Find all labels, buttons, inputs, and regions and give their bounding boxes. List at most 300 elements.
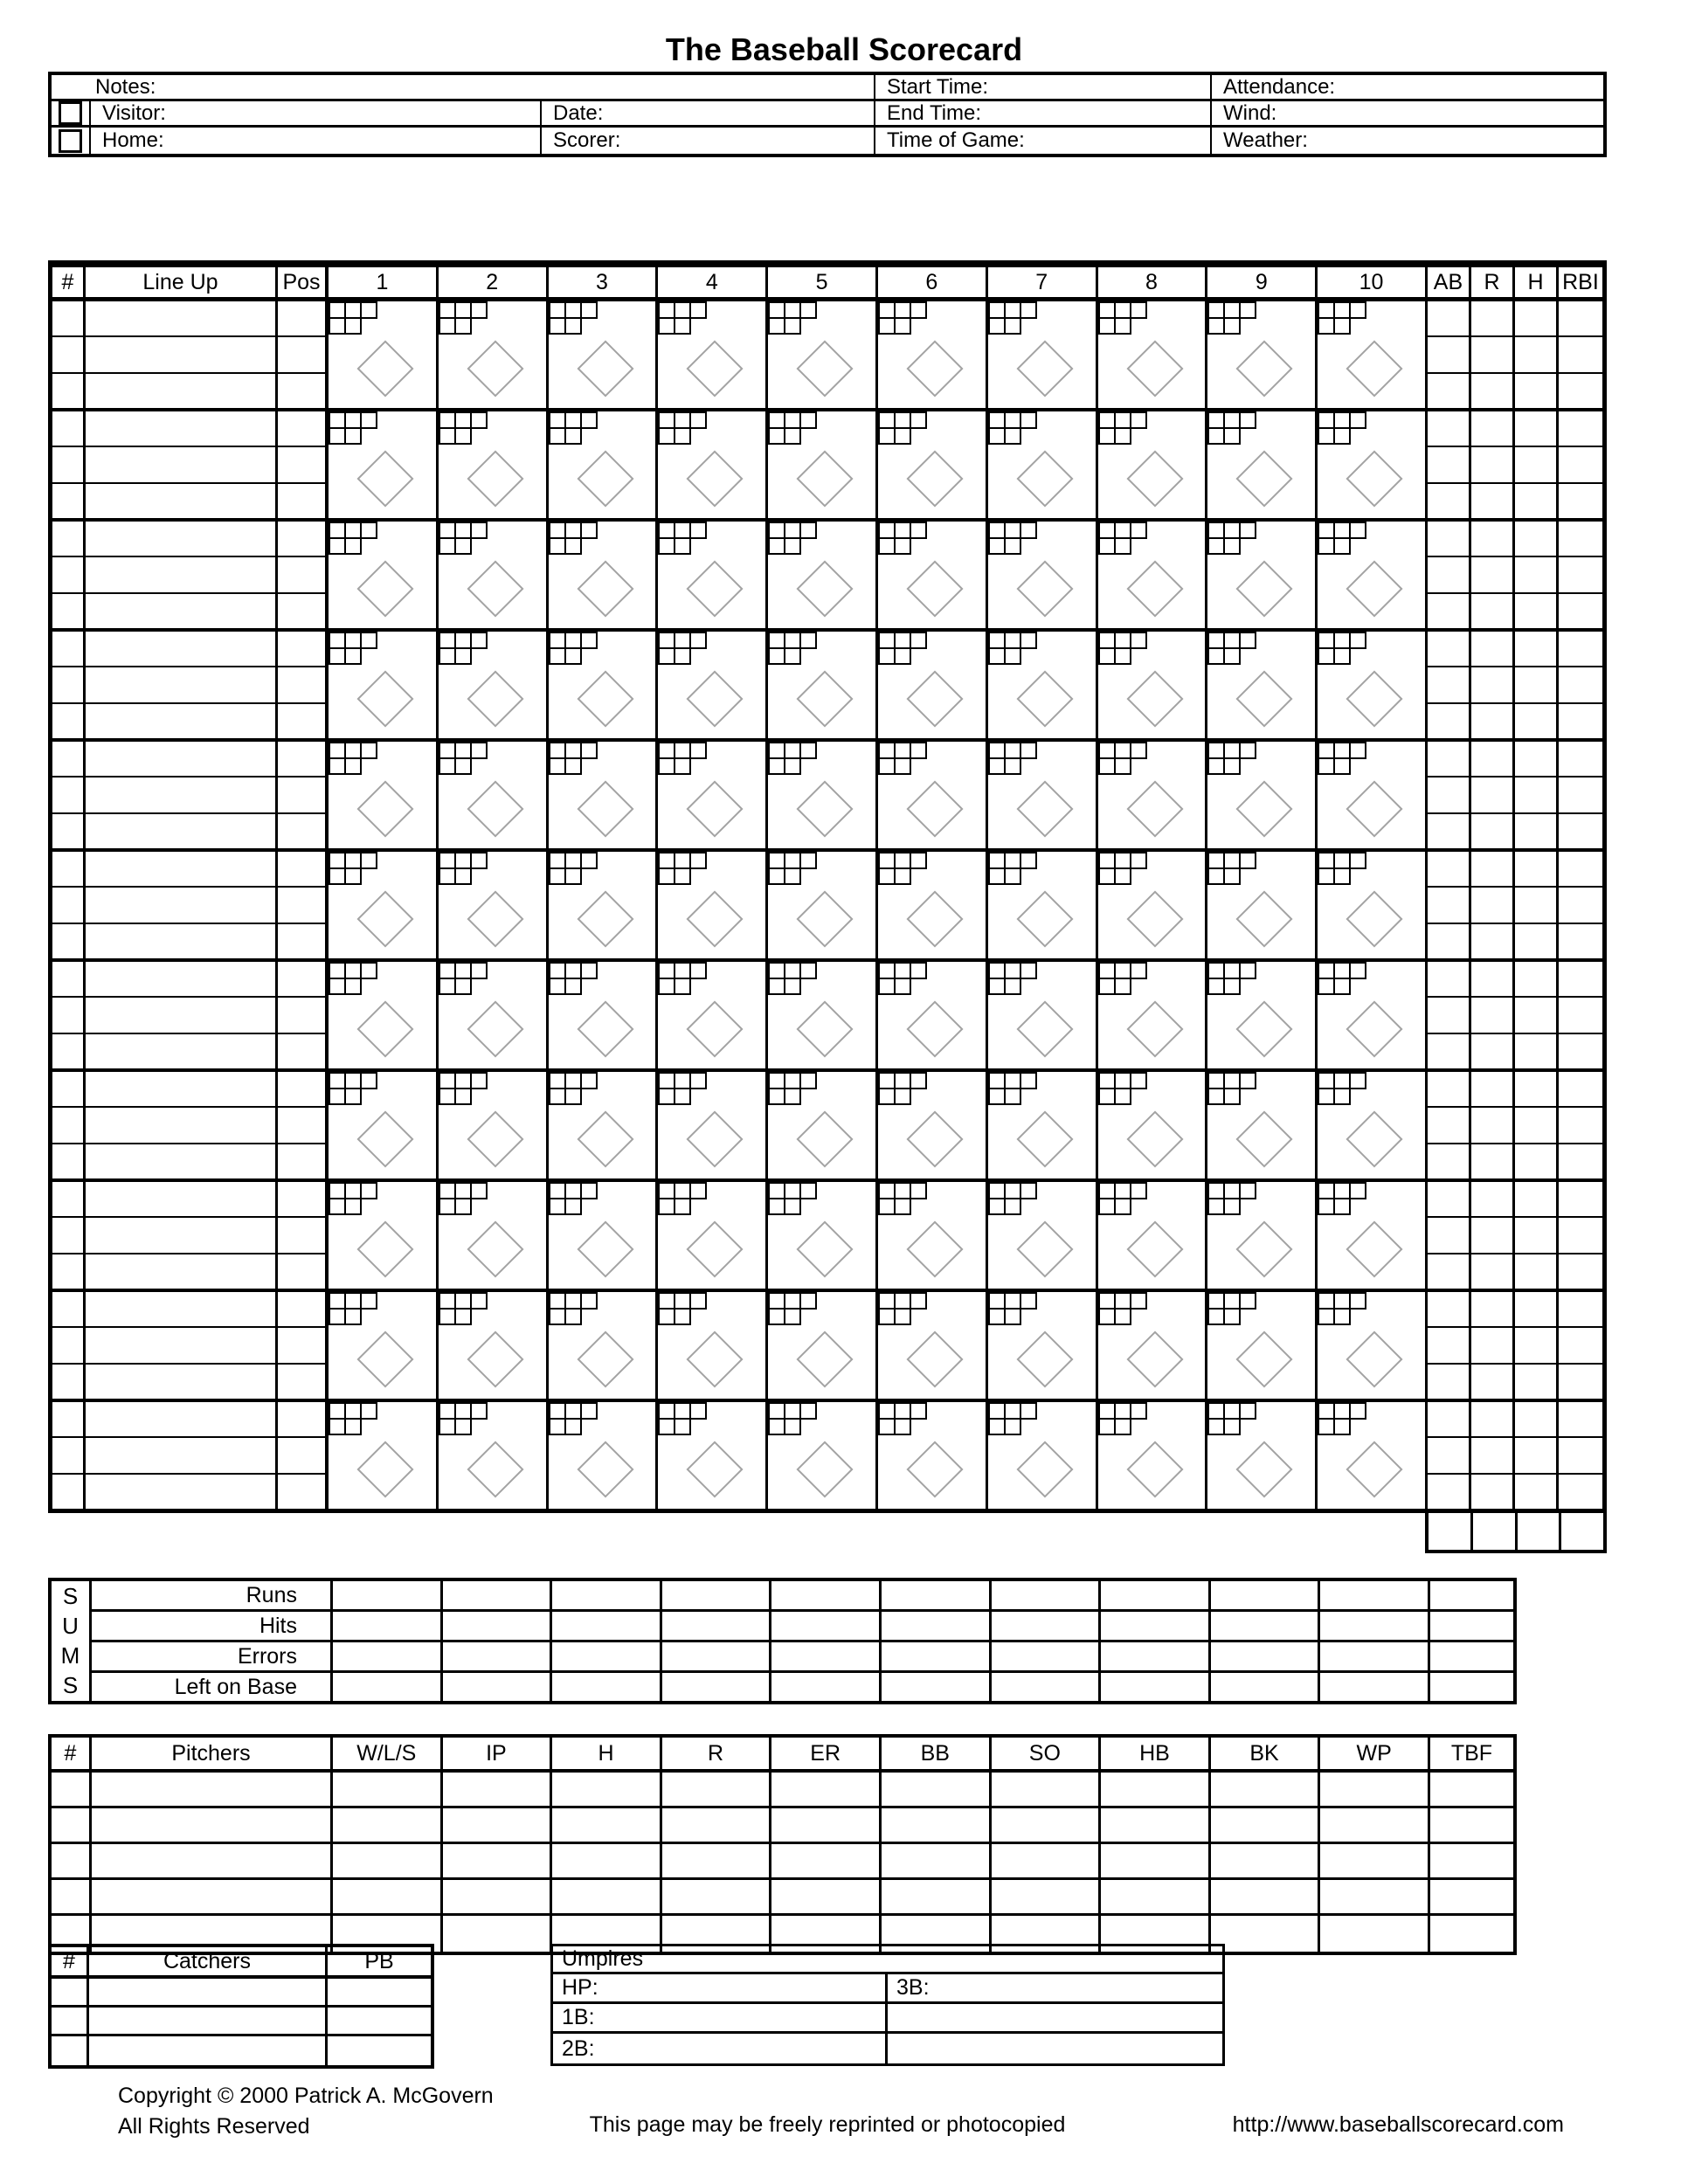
inning-scoring-cell[interactable] xyxy=(439,962,549,1068)
count-box[interactable] xyxy=(580,1292,598,1310)
count-box[interactable] xyxy=(454,522,472,539)
count-box[interactable] xyxy=(329,317,346,335)
count-box[interactable] xyxy=(910,742,927,759)
count-box[interactable] xyxy=(658,962,675,979)
pitchers-cell[interactable] xyxy=(662,1808,772,1842)
stat-h-cell[interactable] xyxy=(1515,1108,1556,1144)
count-box[interactable] xyxy=(439,301,456,319)
count-box[interactable] xyxy=(658,1198,675,1215)
count-box[interactable] xyxy=(878,1182,896,1199)
count-box[interactable] xyxy=(658,1402,675,1420)
inning-scoring-cell[interactable] xyxy=(549,852,659,958)
inning-scoring-cell[interactable] xyxy=(988,1402,1098,1509)
pitchers-cell[interactable] xyxy=(882,1844,992,1877)
count-box[interactable] xyxy=(988,317,1006,335)
count-box[interactable] xyxy=(549,522,566,539)
count-box[interactable] xyxy=(894,962,911,979)
inning-scoring-cell[interactable] xyxy=(658,1402,768,1509)
count-box[interactable] xyxy=(878,757,896,775)
sums-inning-cell[interactable] xyxy=(1101,1581,1211,1609)
sums-inning-cell[interactable] xyxy=(443,1642,553,1670)
stat-rbi-cell[interactable] xyxy=(1559,814,1602,848)
count-box[interactable] xyxy=(1349,962,1366,979)
count-box[interactable] xyxy=(1223,1182,1241,1199)
count-box[interactable] xyxy=(1239,522,1256,539)
count-box[interactable] xyxy=(689,632,707,649)
count-box[interactable] xyxy=(1239,301,1256,319)
count-box[interactable] xyxy=(1098,1198,1116,1215)
count-box[interactable] xyxy=(784,1198,801,1215)
count-box[interactable] xyxy=(658,1072,675,1089)
count-box[interactable] xyxy=(1114,317,1131,335)
stat-r-cell[interactable] xyxy=(1471,1182,1512,1218)
player-number-cell[interactable] xyxy=(52,1072,83,1108)
count-box[interactable] xyxy=(1223,317,1241,335)
pitchers-cell[interactable] xyxy=(992,1844,1102,1877)
inning-scoring-cell[interactable] xyxy=(549,742,659,848)
count-box[interactable] xyxy=(1207,978,1225,995)
count-box[interactable] xyxy=(344,1402,362,1420)
inning-scoring-cell[interactable] xyxy=(658,411,768,518)
inning-scoring-cell[interactable] xyxy=(1318,522,1428,628)
count-box[interactable] xyxy=(988,632,1006,649)
count-box[interactable] xyxy=(439,1088,456,1105)
pitchers-cell[interactable] xyxy=(443,1916,553,1952)
count-box[interactable] xyxy=(344,852,362,869)
count-box[interactable] xyxy=(1223,852,1241,869)
count-box[interactable] xyxy=(894,522,911,539)
count-box[interactable] xyxy=(1318,301,1335,319)
count-box[interactable] xyxy=(1239,742,1256,759)
count-box[interactable] xyxy=(910,522,927,539)
position-cell[interactable] xyxy=(278,594,325,628)
count-box[interactable] xyxy=(658,411,675,429)
pitchers-cell[interactable] xyxy=(1211,1916,1321,1952)
count-box[interactable] xyxy=(1318,411,1335,429)
count-box[interactable] xyxy=(658,852,675,869)
inning-scoring-cell[interactable] xyxy=(768,742,878,848)
count-box[interactable] xyxy=(329,757,346,775)
count-box[interactable] xyxy=(1114,1402,1131,1420)
count-box[interactable] xyxy=(1333,647,1351,665)
pitchers-cell[interactable] xyxy=(52,1844,92,1877)
count-box[interactable] xyxy=(894,411,911,429)
count-box[interactable] xyxy=(658,427,675,445)
count-box[interactable] xyxy=(674,1072,691,1089)
count-box[interactable] xyxy=(329,1292,346,1310)
count-box[interactable] xyxy=(564,537,582,555)
count-box[interactable] xyxy=(799,1292,817,1310)
count-box[interactable] xyxy=(1098,1292,1116,1310)
player-name-cell[interactable] xyxy=(86,447,275,483)
inning-scoring-cell[interactable] xyxy=(988,301,1098,408)
count-box[interactable] xyxy=(674,1402,691,1420)
stat-r-cell[interactable] xyxy=(1471,1402,1512,1438)
count-box[interactable] xyxy=(549,301,566,319)
inning-scoring-cell[interactable] xyxy=(658,632,768,738)
count-box[interactable] xyxy=(894,1088,911,1105)
count-box[interactable] xyxy=(658,317,675,335)
stat-rbi-cell[interactable] xyxy=(1559,1218,1602,1254)
inning-scoring-cell[interactable] xyxy=(768,962,878,1068)
sums-inning-cell[interactable] xyxy=(333,1642,443,1670)
count-box[interactable] xyxy=(329,978,346,995)
position-cell[interactable] xyxy=(278,1218,325,1254)
count-box[interactable] xyxy=(988,1308,1006,1325)
pitchers-cell[interactable] xyxy=(333,1880,443,1913)
inning-scoring-cell[interactable] xyxy=(329,1072,439,1178)
count-box[interactable] xyxy=(1130,742,1147,759)
inning-scoring-cell[interactable] xyxy=(439,632,549,738)
inning-scoring-cell[interactable] xyxy=(658,522,768,628)
inning-scoring-cell[interactable] xyxy=(988,852,1098,958)
count-box[interactable] xyxy=(580,522,598,539)
count-box[interactable] xyxy=(689,742,707,759)
inning-scoring-cell[interactable] xyxy=(768,1072,878,1178)
sums-inning-cell[interactable] xyxy=(333,1581,443,1609)
count-box[interactable] xyxy=(1004,757,1021,775)
inning-scoring-cell[interactable] xyxy=(329,522,439,628)
count-box[interactable] xyxy=(454,1308,472,1325)
count-box[interactable] xyxy=(454,1088,472,1105)
count-box[interactable] xyxy=(910,1072,927,1089)
stat-h-cell[interactable] xyxy=(1515,1182,1556,1218)
count-box[interactable] xyxy=(988,1402,1006,1420)
position-cell[interactable] xyxy=(278,1402,325,1438)
pitchers-cell[interactable] xyxy=(443,1808,553,1842)
position-cell[interactable] xyxy=(278,337,325,373)
sums-inning-cell[interactable] xyxy=(1320,1642,1430,1670)
player-number-cell[interactable] xyxy=(52,1254,83,1289)
sums-inning-cell[interactable] xyxy=(1320,1612,1430,1640)
count-box[interactable] xyxy=(1004,1308,1021,1325)
count-box[interactable] xyxy=(549,742,566,759)
count-box[interactable] xyxy=(549,757,566,775)
count-box[interactable] xyxy=(564,852,582,869)
count-box[interactable] xyxy=(1333,317,1351,335)
player-number-cell[interactable] xyxy=(52,632,83,667)
count-box[interactable] xyxy=(1114,427,1131,445)
count-box[interactable] xyxy=(658,1292,675,1310)
stat-r-cell[interactable] xyxy=(1471,1438,1512,1474)
sums-inning-cell[interactable] xyxy=(662,1642,772,1670)
count-box[interactable] xyxy=(549,1072,566,1089)
count-box[interactable] xyxy=(1098,867,1116,885)
player-name-cell[interactable] xyxy=(86,1438,275,1474)
count-box[interactable] xyxy=(344,742,362,759)
count-box[interactable] xyxy=(1333,301,1351,319)
count-box[interactable] xyxy=(674,632,691,649)
count-box[interactable] xyxy=(329,427,346,445)
count-box[interactable] xyxy=(454,301,472,319)
stat-rbi-cell[interactable] xyxy=(1559,852,1602,888)
stat-h-cell[interactable] xyxy=(1515,814,1556,848)
count-box[interactable] xyxy=(768,537,785,555)
stat-r-cell[interactable] xyxy=(1471,962,1512,998)
pitchers-cell[interactable] xyxy=(1211,1880,1321,1913)
count-box[interactable] xyxy=(658,742,675,759)
inning-scoring-cell[interactable] xyxy=(768,1402,878,1509)
count-box[interactable] xyxy=(360,301,377,319)
count-box[interactable] xyxy=(784,632,801,649)
stat-h-cell[interactable] xyxy=(1515,484,1556,518)
count-box[interactable] xyxy=(344,317,362,335)
sums-inning-cell[interactable] xyxy=(1211,1673,1321,1701)
count-box[interactable] xyxy=(768,647,785,665)
count-box[interactable] xyxy=(1114,867,1131,885)
stat-r-cell[interactable] xyxy=(1471,1218,1512,1254)
stat-r-cell[interactable] xyxy=(1471,447,1512,483)
count-box[interactable] xyxy=(988,1088,1006,1105)
total-r-cell[interactable] xyxy=(1473,1513,1518,1550)
count-box[interactable] xyxy=(658,1308,675,1325)
count-box[interactable] xyxy=(1333,978,1351,995)
count-box[interactable] xyxy=(470,742,488,759)
player-name-cell[interactable] xyxy=(86,632,275,667)
count-box[interactable] xyxy=(878,1072,896,1089)
count-box[interactable] xyxy=(1207,1402,1225,1420)
count-box[interactable] xyxy=(564,962,582,979)
count-box[interactable] xyxy=(470,522,488,539)
count-box[interactable] xyxy=(549,867,566,885)
count-box[interactable] xyxy=(1098,1418,1116,1435)
count-box[interactable] xyxy=(878,962,896,979)
count-box[interactable] xyxy=(784,301,801,319)
player-name-cell[interactable] xyxy=(86,962,275,998)
stat-r-cell[interactable] xyxy=(1471,742,1512,778)
count-box[interactable] xyxy=(439,1182,456,1199)
stat-r-cell[interactable] xyxy=(1471,667,1512,703)
count-box[interactable] xyxy=(360,522,377,539)
count-box[interactable] xyxy=(894,978,911,995)
inning-scoring-cell[interactable] xyxy=(549,962,659,1068)
count-box[interactable] xyxy=(1333,1308,1351,1325)
count-box[interactable] xyxy=(1239,1292,1256,1310)
count-box[interactable] xyxy=(1207,317,1225,335)
count-box[interactable] xyxy=(1098,1402,1116,1420)
player-name-cell[interactable] xyxy=(86,1328,275,1364)
inning-scoring-cell[interactable] xyxy=(1318,1402,1428,1509)
count-box[interactable] xyxy=(1223,632,1241,649)
inning-scoring-cell[interactable] xyxy=(329,1182,439,1289)
count-box[interactable] xyxy=(329,301,346,319)
catchers-cell[interactable] xyxy=(328,1979,431,2005)
count-box[interactable] xyxy=(470,1072,488,1089)
pitchers-cell[interactable] xyxy=(92,1773,333,1806)
count-box[interactable] xyxy=(878,647,896,665)
count-box[interactable] xyxy=(1207,962,1225,979)
count-box[interactable] xyxy=(988,1182,1006,1199)
inning-scoring-cell[interactable] xyxy=(988,1292,1098,1399)
stat-rbi-cell[interactable] xyxy=(1559,924,1602,958)
count-box[interactable] xyxy=(768,757,785,775)
pitchers-cell[interactable] xyxy=(443,1773,553,1806)
sums-inning-cell[interactable] xyxy=(552,1612,662,1640)
end-time-field[interactable] xyxy=(875,101,1212,125)
position-cell[interactable] xyxy=(278,924,325,958)
player-name-cell[interactable] xyxy=(86,1108,275,1144)
count-box[interactable] xyxy=(564,1308,582,1325)
stat-rbi-cell[interactable] xyxy=(1559,962,1602,998)
stat-h-cell[interactable] xyxy=(1515,742,1556,778)
count-box[interactable] xyxy=(799,411,817,429)
player-name-cell[interactable] xyxy=(86,1254,275,1289)
count-box[interactable] xyxy=(768,522,785,539)
count-box[interactable] xyxy=(344,537,362,555)
count-box[interactable] xyxy=(988,427,1006,445)
count-box[interactable] xyxy=(1207,1198,1225,1215)
stat-r-cell[interactable] xyxy=(1471,632,1512,667)
inning-scoring-cell[interactable] xyxy=(1098,522,1208,628)
inning-scoring-cell[interactable] xyxy=(1207,1072,1318,1178)
count-box[interactable] xyxy=(439,1402,456,1420)
count-box[interactable] xyxy=(1239,411,1256,429)
count-box[interactable] xyxy=(454,537,472,555)
catchers-cell[interactable] xyxy=(328,2008,431,2034)
count-box[interactable] xyxy=(1130,1072,1147,1089)
count-box[interactable] xyxy=(1098,522,1116,539)
count-box[interactable] xyxy=(1004,978,1021,995)
inning-scoring-cell[interactable] xyxy=(878,852,988,958)
count-box[interactable] xyxy=(799,1182,817,1199)
count-box[interactable] xyxy=(470,632,488,649)
inning-scoring-cell[interactable] xyxy=(549,411,659,518)
count-box[interactable] xyxy=(689,301,707,319)
count-box[interactable] xyxy=(360,1072,377,1089)
count-box[interactable] xyxy=(344,427,362,445)
count-box[interactable] xyxy=(894,1418,911,1435)
player-number-cell[interactable] xyxy=(52,557,83,593)
sums-inning-cell[interactable] xyxy=(333,1673,443,1701)
count-box[interactable] xyxy=(1114,1072,1131,1089)
count-box[interactable] xyxy=(1130,301,1147,319)
pitchers-cell[interactable] xyxy=(333,1844,443,1877)
stat-ab-cell[interactable] xyxy=(1428,962,1469,998)
count-box[interactable] xyxy=(658,632,675,649)
stat-ab-cell[interactable] xyxy=(1428,704,1469,738)
count-box[interactable] xyxy=(1207,301,1225,319)
stat-r-cell[interactable] xyxy=(1471,1365,1512,1399)
count-box[interactable] xyxy=(674,411,691,429)
count-box[interactable] xyxy=(1020,962,1037,979)
inning-scoring-cell[interactable] xyxy=(1207,301,1318,408)
catchers-cell[interactable] xyxy=(328,2036,431,2065)
catchers-cell[interactable] xyxy=(52,2008,89,2034)
inning-scoring-cell[interactable] xyxy=(1207,1292,1318,1399)
position-cell[interactable] xyxy=(278,852,325,888)
count-box[interactable] xyxy=(1223,978,1241,995)
stat-ab-cell[interactable] xyxy=(1428,888,1469,923)
count-box[interactable] xyxy=(1004,411,1021,429)
stat-h-cell[interactable] xyxy=(1515,632,1556,667)
inning-scoring-cell[interactable] xyxy=(1098,632,1208,738)
count-box[interactable] xyxy=(549,411,566,429)
count-box[interactable] xyxy=(1239,1402,1256,1420)
count-box[interactable] xyxy=(1318,978,1335,995)
count-box[interactable] xyxy=(1207,522,1225,539)
count-box[interactable] xyxy=(1239,632,1256,649)
stat-ab-cell[interactable] xyxy=(1428,1328,1469,1364)
inning-scoring-cell[interactable] xyxy=(988,522,1098,628)
pitchers-cell[interactable] xyxy=(992,1773,1102,1806)
inning-scoring-cell[interactable] xyxy=(768,852,878,958)
count-box[interactable] xyxy=(454,1292,472,1310)
stat-r-cell[interactable] xyxy=(1471,1328,1512,1364)
count-box[interactable] xyxy=(689,411,707,429)
inning-scoring-cell[interactable] xyxy=(549,1292,659,1399)
count-box[interactable] xyxy=(580,411,598,429)
sums-inning-cell[interactable] xyxy=(992,1642,1102,1670)
count-box[interactable] xyxy=(549,1182,566,1199)
stat-r-cell[interactable] xyxy=(1471,998,1512,1033)
count-box[interactable] xyxy=(658,647,675,665)
count-box[interactable] xyxy=(329,867,346,885)
sums-total-cell[interactable] xyxy=(1430,1673,1513,1701)
count-box[interactable] xyxy=(329,632,346,649)
count-box[interactable] xyxy=(344,1418,362,1435)
stat-r-cell[interactable] xyxy=(1471,1144,1512,1178)
count-box[interactable] xyxy=(1207,742,1225,759)
count-box[interactable] xyxy=(564,757,582,775)
umpire-field[interactable]: 2B: xyxy=(553,2034,888,2063)
position-cell[interactable] xyxy=(278,1475,325,1509)
count-box[interactable] xyxy=(799,962,817,979)
count-box[interactable] xyxy=(894,757,911,775)
sums-inning-cell[interactable] xyxy=(992,1612,1102,1640)
player-number-cell[interactable] xyxy=(52,301,83,337)
pitchers-cell[interactable] xyxy=(882,1773,992,1806)
count-box[interactable] xyxy=(1098,1088,1116,1105)
count-box[interactable] xyxy=(1333,1292,1351,1310)
sums-inning-cell[interactable] xyxy=(771,1581,882,1609)
count-box[interactable] xyxy=(1207,427,1225,445)
count-box[interactable] xyxy=(344,1182,362,1199)
count-box[interactable] xyxy=(1239,1072,1256,1089)
inning-scoring-cell[interactable] xyxy=(878,742,988,848)
player-name-cell[interactable] xyxy=(86,1072,275,1108)
stat-h-cell[interactable] xyxy=(1515,1254,1556,1289)
count-box[interactable] xyxy=(988,742,1006,759)
count-box[interactable] xyxy=(1333,1182,1351,1199)
count-box[interactable] xyxy=(580,1402,598,1420)
inning-scoring-cell[interactable] xyxy=(1207,1182,1318,1289)
count-box[interactable] xyxy=(988,522,1006,539)
count-box[interactable] xyxy=(1333,1418,1351,1435)
player-number-cell[interactable] xyxy=(52,337,83,373)
count-box[interactable] xyxy=(768,317,785,335)
stat-rbi-cell[interactable] xyxy=(1559,667,1602,703)
count-box[interactable] xyxy=(784,1072,801,1089)
count-box[interactable] xyxy=(988,301,1006,319)
count-box[interactable] xyxy=(1130,1402,1147,1420)
stat-rbi-cell[interactable] xyxy=(1559,778,1602,813)
count-box[interactable] xyxy=(768,411,785,429)
inning-scoring-cell[interactable] xyxy=(878,962,988,1068)
sums-inning-cell[interactable] xyxy=(882,1642,992,1670)
count-box[interactable] xyxy=(1349,1402,1366,1420)
count-box[interactable] xyxy=(1098,962,1116,979)
player-number-cell[interactable] xyxy=(52,778,83,813)
inning-scoring-cell[interactable] xyxy=(988,962,1098,1068)
count-box[interactable] xyxy=(1333,632,1351,649)
count-box[interactable] xyxy=(768,1182,785,1199)
player-name-cell[interactable] xyxy=(86,814,275,848)
stat-rbi-cell[interactable] xyxy=(1559,522,1602,557)
position-cell[interactable] xyxy=(278,1034,325,1068)
count-box[interactable] xyxy=(549,647,566,665)
position-cell[interactable] xyxy=(278,1254,325,1289)
count-box[interactable] xyxy=(1318,647,1335,665)
